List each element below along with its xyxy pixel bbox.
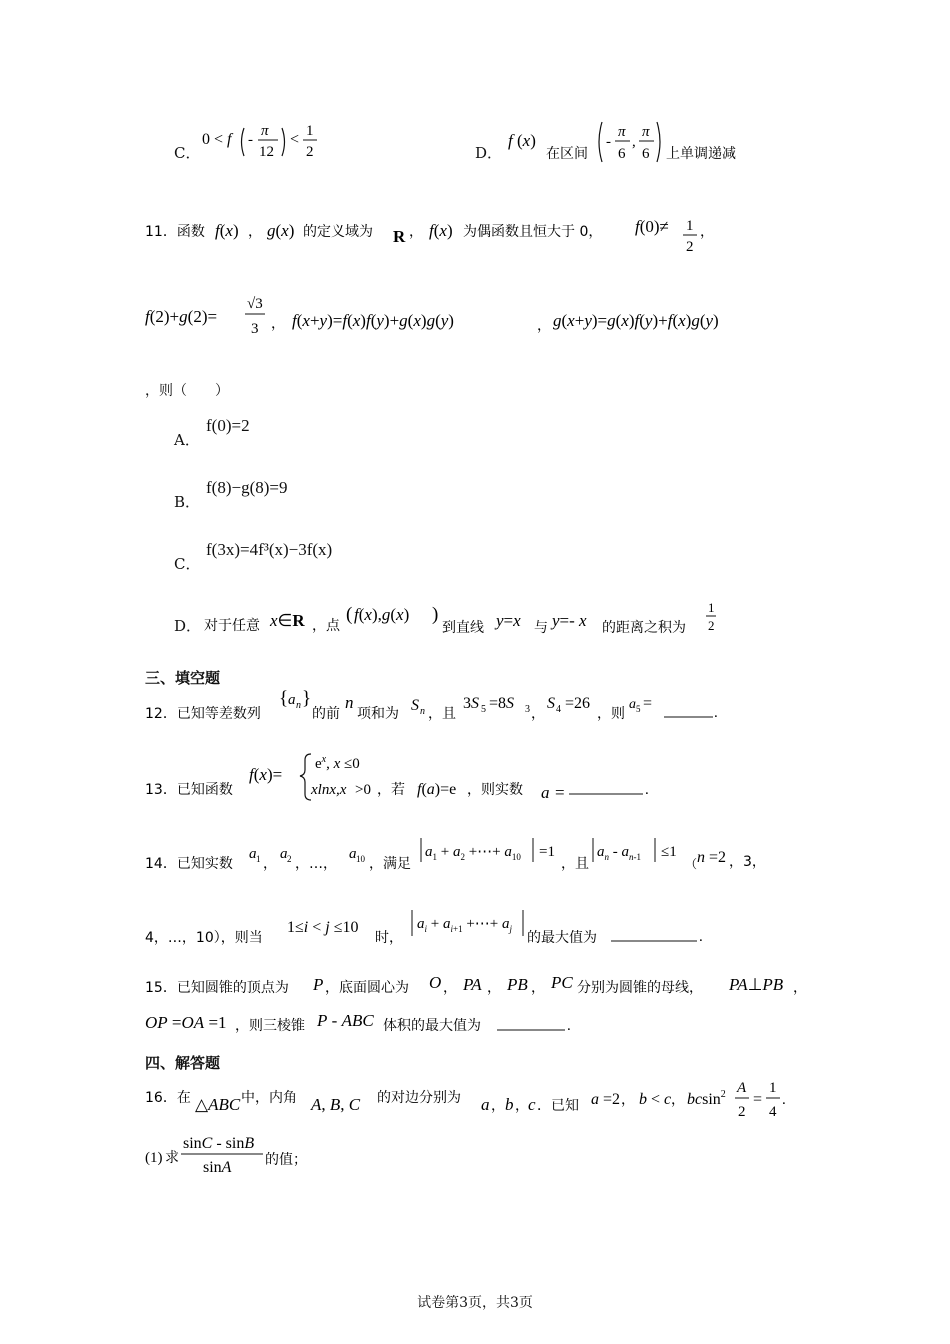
svg-text:，: ， bbox=[263, 856, 277, 872]
svg-text:，满足: ，满足 bbox=[369, 856, 411, 872]
svg-text:4: 4 bbox=[556, 704, 561, 715]
svg-text:与: 与 bbox=[534, 620, 548, 636]
q16-line1-svg bbox=[145, 1074, 805, 1122]
svg-text:上单调递减: 上单调递减 bbox=[666, 146, 736, 162]
svg-text:f(x)=: f(x)= bbox=[249, 765, 283, 784]
svg-text:a: a bbox=[481, 1095, 490, 1114]
svg-text:a: a bbox=[288, 692, 296, 708]
svg-text:P: P bbox=[313, 975, 324, 994]
svg-text:sinC - sinB: sinC - sinB bbox=[183, 1135, 255, 1152]
svg-text:a: a bbox=[249, 846, 257, 862]
svg-text:g(x+y)=g(x)f(y)+f(x)g(y): g(x+y)=g(x)f(y)+f(x)g(y) bbox=[553, 311, 719, 330]
svg-text:（: （ bbox=[685, 857, 698, 871]
svg-text:△ABC: △ABC bbox=[195, 1095, 241, 1114]
svg-text:．已知: ．已知 bbox=[537, 1098, 579, 1114]
q16-part1 bbox=[145, 1132, 365, 1183]
svg-text:R: R bbox=[393, 227, 406, 246]
svg-text:.: . bbox=[782, 1092, 786, 1108]
svg-text:的最大值为: 的最大值为 bbox=[527, 930, 597, 946]
svg-text:5: 5 bbox=[481, 704, 486, 715]
q11-option-b-label: B． bbox=[174, 493, 201, 511]
svg-text:，且: ，且 bbox=[428, 706, 456, 722]
q11-option-c-label: C． bbox=[174, 555, 201, 573]
section-answer-title: 四、解答题 bbox=[145, 1054, 221, 1072]
svg-text:，: ， bbox=[271, 316, 285, 332]
svg-text:A, B, C: A, B, C bbox=[311, 1095, 361, 1114]
svg-text:f(x): f(x) bbox=[429, 221, 453, 240]
svg-text:，: ， bbox=[487, 980, 501, 996]
svg-text:时，: 时， bbox=[375, 930, 403, 946]
svg-text:.: . bbox=[645, 782, 649, 798]
svg-text:，: ， bbox=[793, 980, 807, 996]
q11-option-b-formula: f(8)−g(8)=9 bbox=[206, 478, 288, 497]
svg-text:，点: ，点 bbox=[312, 618, 340, 634]
svg-text:bcsin2: bcsin$^2$ bbox=[687, 1089, 726, 1108]
svg-text:到直线: 到直线 bbox=[442, 620, 484, 636]
svg-text:S: S bbox=[411, 697, 419, 714]
q10-option-c-formula bbox=[202, 120, 322, 169]
svg-text:，: ， bbox=[443, 980, 457, 996]
svg-text:，…，: ，…， bbox=[295, 856, 337, 872]
svg-text:a1 + a2 +⋯+ a10: $a_1 + a_2$ +⋯+ $a_{10}$ bbox=[425, 844, 521, 862]
svg-text:15．已知圆锥的顶点为: 15．已知圆锥的顶点为 bbox=[145, 980, 289, 996]
svg-text:，: ， bbox=[491, 1098, 505, 1114]
svg-text:π: π bbox=[618, 124, 626, 140]
svg-text:A: A bbox=[737, 1080, 747, 1096]
svg-text:2: 2 bbox=[287, 854, 292, 864]
svg-text:2: 2 bbox=[306, 144, 314, 160]
svg-text:在区间: 在区间 bbox=[546, 146, 588, 162]
q14-line2-svg bbox=[145, 906, 725, 952]
svg-text:.: . bbox=[567, 1018, 571, 1034]
svg-text:2: 2 bbox=[738, 1104, 746, 1120]
svg-text:PC: PC bbox=[551, 973, 573, 992]
page-footer: 试卷第3页，共3页 bbox=[417, 1295, 533, 1311]
svg-text:，: ， bbox=[409, 224, 423, 240]
q13-svg bbox=[145, 748, 665, 804]
svg-text:对于任意: 对于任意 bbox=[204, 618, 260, 634]
svg-text:f(a)=e: f(a)=e bbox=[417, 781, 457, 798]
svg-text:.: . bbox=[714, 705, 718, 721]
svg-text:√3: √3 bbox=[247, 296, 263, 312]
svg-text:3S: 3S bbox=[463, 695, 479, 712]
svg-text:PA⊥PB: PA⊥PB bbox=[729, 975, 784, 994]
svg-text:(: ( bbox=[346, 604, 353, 625]
svg-text:，若: ，若 bbox=[377, 782, 405, 798]
svg-text:(x): (x) bbox=[517, 131, 536, 150]
q12 bbox=[145, 684, 725, 729]
q14-line1 bbox=[145, 834, 775, 885]
svg-text:a: a bbox=[280, 846, 288, 862]
svg-text:}: } bbox=[302, 688, 312, 709]
q16-line1 bbox=[145, 1074, 805, 1127]
svg-text:a: a bbox=[629, 697, 636, 712]
svg-text:5: 5 bbox=[636, 704, 641, 714]
svg-text:为偶函数且恒大于 0，: 为偶函数且恒大于 0， bbox=[463, 224, 603, 240]
svg-text:(1): (1) bbox=[145, 1150, 163, 1166]
svg-text:1≤i < j ≤10: 1≤i < j ≤10 bbox=[287, 919, 359, 936]
svg-text:a =2: a =2 bbox=[591, 1091, 621, 1108]
svg-text:n =2: n =2 bbox=[697, 849, 727, 866]
svg-text:12．已知等差数列: 12．已知等差数列 bbox=[145, 706, 261, 722]
svg-text:=1: =1 bbox=[539, 844, 555, 860]
svg-text:6: 6 bbox=[618, 146, 626, 162]
q11-stem-line1-svg bbox=[145, 218, 715, 260]
svg-text:f(x),g(x): f(x),g(x) bbox=[354, 605, 410, 624]
svg-text:的前: 的前 bbox=[312, 706, 340, 722]
svg-text:S: S bbox=[547, 695, 555, 712]
svg-text:，: ， bbox=[531, 980, 545, 996]
svg-text:PB: PB bbox=[507, 975, 528, 994]
svg-text:n: n bbox=[420, 706, 425, 717]
svg-text:1: 1 bbox=[306, 123, 314, 139]
svg-text:4，…，10），则当: 4，…，10），则当 bbox=[145, 930, 263, 946]
svg-text:-: - bbox=[606, 134, 611, 150]
q11-option-c-formula: f(3x)=4f³(x)−3f(x) bbox=[206, 540, 333, 559]
svg-text:，: ， bbox=[621, 1092, 635, 1108]
q11-stem-line2-svg bbox=[145, 290, 805, 340]
q14-line1-svg bbox=[145, 834, 775, 880]
svg-text:13．已知函数: 13．已知函数 bbox=[145, 782, 233, 798]
svg-text:，3，: ，3， bbox=[729, 854, 766, 870]
q14-line2 bbox=[145, 906, 725, 957]
svg-text:求: 求 bbox=[165, 1150, 179, 1166]
svg-text:项和为: 项和为 bbox=[357, 706, 399, 722]
svg-text:,: , bbox=[632, 134, 636, 150]
svg-text:c: c bbox=[528, 1095, 536, 1114]
svg-text:): ) bbox=[432, 604, 439, 625]
svg-text:中，内角: 中，内角 bbox=[241, 1090, 297, 1106]
q11-option-a-formula: f(0)=2 bbox=[206, 416, 250, 435]
q15-line2-svg bbox=[145, 1010, 585, 1038]
svg-text:b < c: b < c bbox=[639, 1091, 672, 1108]
q10-option-c-label: C． bbox=[174, 144, 201, 162]
svg-text:sinA: sinA bbox=[203, 1159, 232, 1176]
svg-text:，: ， bbox=[248, 224, 262, 240]
svg-text:a: a bbox=[349, 846, 357, 862]
svg-text:，则: ，则 bbox=[597, 706, 625, 722]
q11-stem-line1 bbox=[145, 218, 715, 265]
svg-text:=26: =26 bbox=[565, 695, 591, 712]
q13 bbox=[145, 748, 665, 809]
svg-text:4: 4 bbox=[769, 1104, 777, 1120]
svg-text:a: a bbox=[541, 783, 550, 802]
q10-option-d-formula bbox=[508, 118, 758, 171]
svg-text:11．函数: 11．函数 bbox=[145, 224, 205, 240]
svg-text:2: 2 bbox=[708, 618, 715, 633]
svg-text:14．已知实数: 14．已知实数 bbox=[145, 856, 233, 872]
section-fill-in-title: 三、填空题 bbox=[145, 669, 221, 687]
svg-text:体积的最大值为: 体积的最大值为 bbox=[383, 1018, 481, 1034]
svg-text:b: b bbox=[505, 1095, 514, 1114]
svg-text:16．在: 16．在 bbox=[145, 1090, 191, 1106]
svg-text:，则三棱锥: ，则三棱锥 bbox=[235, 1018, 305, 1034]
svg-text:，: ， bbox=[537, 318, 551, 334]
q11-option-d-content bbox=[204, 598, 724, 643]
svg-text:OP =OA =1: OP =OA =1 bbox=[145, 1013, 227, 1032]
q15-line1 bbox=[145, 972, 805, 1005]
q15-line1-svg bbox=[145, 972, 805, 1000]
q11-option-d-label: D． bbox=[174, 617, 202, 635]
svg-text:=: = bbox=[643, 695, 653, 712]
svg-text:的定义域为: 的定义域为 bbox=[303, 224, 373, 240]
svg-text:f(0)≠: f(0)≠ bbox=[635, 217, 669, 236]
svg-text:g(x): g(x) bbox=[267, 221, 295, 240]
svg-text:，则实数: ，则实数 bbox=[467, 782, 523, 798]
svg-text:xlnx,x: xlnx,x bbox=[311, 782, 347, 798]
svg-text:>0: >0 bbox=[355, 782, 371, 798]
svg-text:1: 1 bbox=[769, 1080, 777, 1096]
q11-stem-line2 bbox=[145, 290, 805, 345]
q10-option-d-label: D． bbox=[475, 144, 503, 162]
svg-text:2: 2 bbox=[686, 239, 694, 255]
svg-text:f(x+y)=f(x)f(y)+g(x)g(y): f(x+y)=f(x)f(y)+g(x)g(y) bbox=[292, 311, 454, 330]
svg-text:10: 10 bbox=[356, 854, 365, 864]
svg-text:ai + ai+1 +⋯+ aj: $a_i + a_i+1$ +⋯+ $a_j$ bbox=[417, 916, 513, 934]
svg-text:的距离之积为: 的距离之积为 bbox=[602, 620, 686, 636]
q11-stem-line3: ，则（ ） bbox=[145, 383, 229, 399]
svg-text:3: 3 bbox=[251, 321, 259, 337]
svg-text:≤1: ≤1 bbox=[661, 844, 677, 860]
q11-option-a-label: A． bbox=[174, 431, 200, 449]
svg-text:y=- x: y=- x bbox=[552, 611, 587, 630]
svg-text:1: 1 bbox=[256, 854, 261, 864]
svg-text:的值；: 的值； bbox=[265, 1152, 307, 1168]
svg-text:3: 3 bbox=[525, 704, 530, 715]
svg-text:1: 1 bbox=[686, 218, 694, 234]
svg-text:=: = bbox=[753, 1091, 763, 1108]
svg-text:an - an-1: $a_n - a_n-1$ bbox=[597, 844, 641, 862]
svg-text:f(x): f(x) bbox=[215, 221, 239, 240]
svg-text:π: π bbox=[261, 123, 269, 139]
q15-line2 bbox=[145, 1010, 585, 1043]
svg-text:<: < bbox=[290, 131, 300, 148]
svg-text:0 < f: 0 < f bbox=[202, 131, 232, 148]
svg-text:，底面圆心为: ，底面圆心为 bbox=[325, 980, 409, 996]
svg-text:=: = bbox=[555, 783, 565, 802]
svg-text:P - ABC: P - ABC bbox=[317, 1011, 374, 1030]
svg-text:=8S: =8S bbox=[489, 695, 515, 712]
svg-text:，: ， bbox=[515, 1098, 529, 1114]
svg-text:{: { bbox=[279, 688, 289, 709]
svg-text:的对边分别为: 的对边分别为 bbox=[377, 1090, 461, 1106]
svg-text:ex, x ≤0: $e^x$, x ≤0 bbox=[315, 754, 360, 772]
svg-text:x∈R: x∈R bbox=[270, 611, 305, 630]
svg-text:n: n bbox=[345, 693, 354, 712]
svg-text:.: . bbox=[699, 929, 703, 945]
svg-text:y=x: y=x bbox=[496, 611, 521, 630]
svg-text:1: 1 bbox=[708, 600, 715, 615]
q12-svg bbox=[145, 684, 725, 724]
svg-text:-: - bbox=[248, 132, 253, 148]
svg-text:6: 6 bbox=[642, 146, 650, 162]
q10-option-d-math-svg bbox=[508, 118, 758, 166]
svg-text:O: O bbox=[429, 973, 442, 992]
svg-text:，: ， bbox=[531, 706, 545, 722]
svg-text:分别为圆锥的母线，: 分别为圆锥的母线， bbox=[577, 980, 703, 996]
svg-text:PA: PA bbox=[463, 975, 482, 994]
q10-option-c-math-svg bbox=[202, 120, 322, 164]
svg-text:，: ， bbox=[671, 1092, 685, 1108]
svg-text:f(2)+g(2)=: f(2)+g(2)= bbox=[145, 307, 218, 326]
svg-text:12: 12 bbox=[259, 144, 274, 160]
svg-text:，: ， bbox=[700, 224, 714, 240]
svg-text:，且: ，且 bbox=[561, 856, 589, 872]
q11-option-d-svg bbox=[204, 598, 724, 638]
q16-part1-svg bbox=[145, 1132, 365, 1178]
svg-text:n: n bbox=[296, 700, 301, 711]
svg-text:f: f bbox=[508, 131, 513, 150]
svg-text:π: π bbox=[642, 124, 650, 140]
